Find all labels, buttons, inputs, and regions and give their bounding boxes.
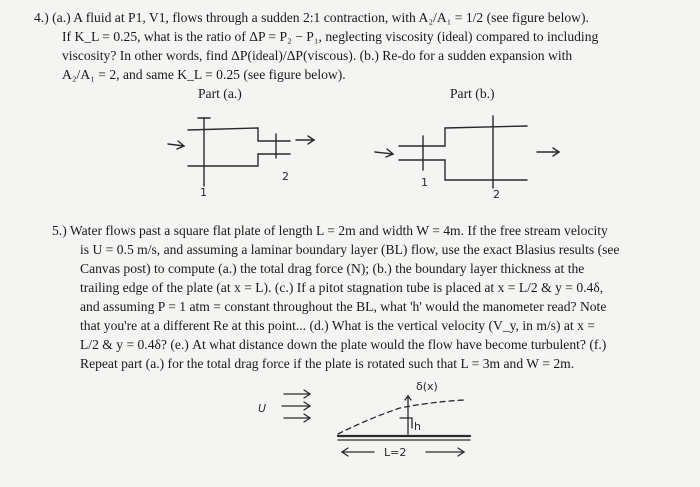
problem-4-line-3: viscosity? In other words, find ΔP(ideal)/ΔP(viscous). (b.) Re-do for a sudden expansion with — [62, 48, 573, 63]
contraction-station-1: 1 — [200, 186, 207, 198]
manometer-h-label: h — [414, 420, 421, 433]
problem-5-line-6: that you're at a different Re at this point... (d.) What is the vertical velocity (V_y, in m/s) at x = — [80, 318, 595, 333]
problem-5-line-4: trailing edge of the plate (at x = L). (c.) If a pitot stagnation tube is placed at x = L/2 & y = 0.4δ, — [80, 280, 604, 295]
expansion-station-2: 2 — [493, 188, 500, 201]
problem-4-line-2: If K_L = 0.25, what is the ratio of ΔP = P₂ − P₁, neglecting viscosity (ideal) compared to including — [62, 29, 599, 44]
flat-plate-figure — [250, 378, 490, 468]
contraction-figure — [150, 108, 340, 198]
problem-4-line-4: A₂/A₁ = 2, and same K_L = 0.25 (see figure below). — [62, 67, 346, 82]
part-a-label: Part (a.) — [198, 86, 242, 101]
problem-5-number: 5.) — [52, 223, 67, 238]
bl-thickness-label: δ(x) — [416, 380, 438, 393]
problem-5-line-1: 5.) Water flows past a square flat plate of length L = 2m and width W = 4m. If the free stream velocity — [52, 223, 608, 238]
problem-5-line-8: Repeat part (a.) for the total drag force if the plate is rotated such that L = 3m and W = 2m. — [80, 356, 575, 371]
problem-5-line-7: L/2 & y = 0.4δ? (e.) At what distance down the plate would the flow have become turbulent? (f.) — [80, 337, 607, 352]
free-stream-velocity-label: U — [258, 402, 267, 415]
contraction-station-2: 2 — [282, 170, 289, 183]
problem-5-line-2: is U = 0.5 m/s, and assuming a laminar boundary layer (BL) flow, use the exact Blasius results (see — [80, 242, 620, 257]
problem-5 — [52, 221, 677, 373]
problem-4 — [34, 8, 674, 84]
expansion-station-1: 1 — [421, 176, 428, 189]
problem-4-line-1: 4.) (a.) A fluid at P1, V1, flows through a sudden 2:1 contraction, with A₂/A₁ = 1/2 (see figure below). — [34, 10, 589, 25]
expansion-figure — [365, 108, 580, 203]
problem-5-line-5: and assuming P = 1 atm = constant throughout the BL, what 'h' would the manometer read? Note — [80, 299, 607, 314]
part-b-label: Part (b.) — [450, 86, 495, 101]
problem-4-number: 4.) — [34, 10, 49, 25]
plate-length-label: L=2 — [384, 446, 407, 459]
problem-5-line-3: Canvas post) to compute (a.) the total drag force (N); (b.) the boundary layer thickness at the — [80, 261, 585, 276]
